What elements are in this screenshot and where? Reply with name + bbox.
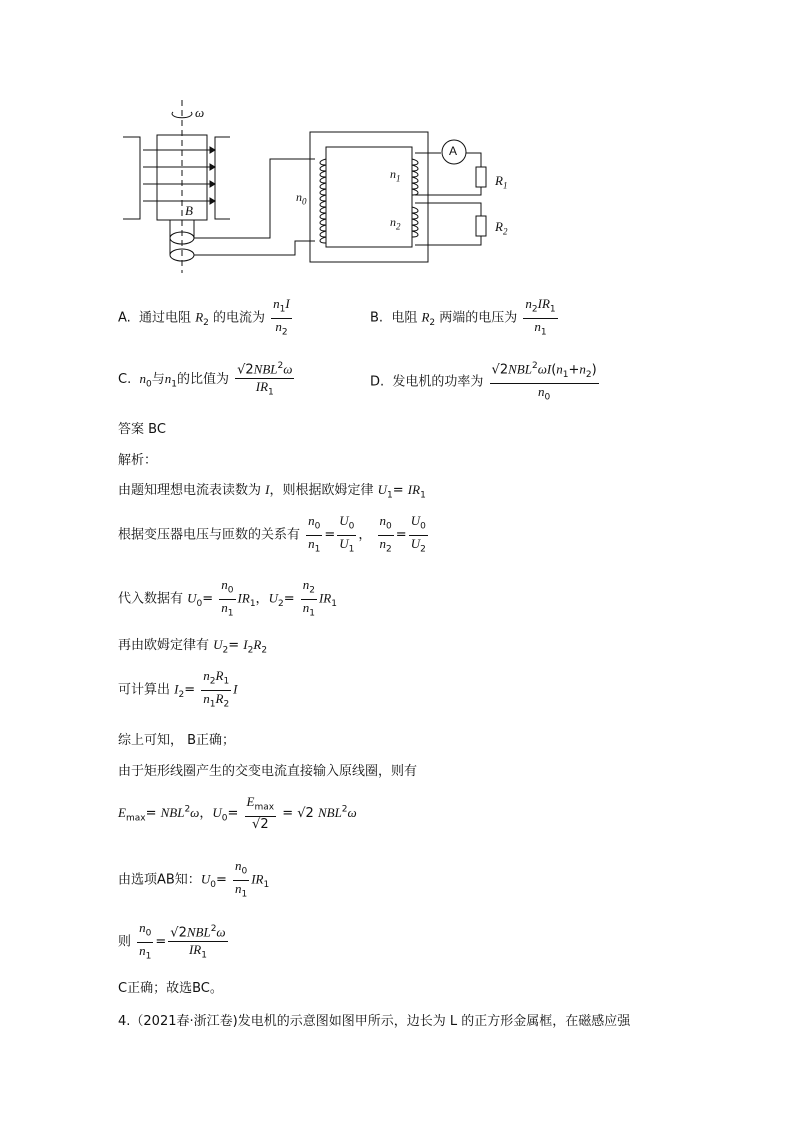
answer: 答案 BC [118, 422, 166, 437]
line-3: 代入数据有 $U_0=$ $\frac{n_0}{n_1}$ $IR_1$，$U_2=$ $\frac{n_2}{n_1}$ $IR_1$ [118, 577, 337, 619]
option-a: A. 通过电阻 $R_2$ 的电流为 $\frac{n_1I}{n_2}$ [118, 296, 290, 338]
ammeter-label: A [449, 144, 458, 158]
line-11: C正确；故选BC。 [118, 981, 223, 996]
line-1: 由题知理想电流表读数为 I，则根据欧姆定律 $U_1= IR_1$ [118, 482, 426, 501]
n1-label: $n_1$ [390, 167, 401, 184]
option-d: D. 发电机的功率为 $\frac{√2NBL^2\omega I(n_1+n_2)}{n_0}$ [370, 358, 601, 406]
b-field-label: B [185, 203, 193, 218]
line-2: 根据变压器电压与匝数的关系有 $\frac{n_0}{n_1}$ = $\frac{U_0}{U_1}$ ， $\frac{n_0}{n_2}$ = $\frac{U_0}{U_2}$ [118, 513, 426, 555]
line-4: 再由欧姆定律有 $U_2= I_2R_2$ [118, 637, 268, 656]
option-b: B. 电阻 $R_2$ 两端的电压为 $\frac{n_2IR_1}{n_1}$ [370, 296, 556, 338]
option-c: C. $n_0$与$n_1$的比值为 $\frac{√2NBL^2\omega}{IR_1}$ [118, 358, 296, 401]
circuit-figure [115, 95, 535, 275]
line-6: 综上可知， B正确； [118, 733, 236, 748]
line-10: 则 $\frac{n_0}{n_1}$ = $\frac{√2NBL^2\omega}{IR_1}$ [118, 920, 226, 962]
n2-label: $n_2$ [390, 215, 401, 232]
line-9: 由选项AB知：$U_0=$ $\frac{n_0}{n_1}$ $IR_1$ [118, 858, 270, 900]
line-12: 4.（2021春·浙江卷)发电机的示意图如图甲所示，边长为 L 的正方形金属框，在磁感应强 [118, 1014, 631, 1029]
analysis-label: 解析： [118, 453, 158, 468]
line-7: 由于矩形线圈产生的交变电流直接输入原线圈，则有 [118, 764, 418, 779]
line-8: $E_{max}= NBL^2\omega$，$U_0=$ $\frac{E_{max}}{√2}$ = √2 NBL$^2$ω [118, 794, 357, 832]
r2-label: $R_2$ [495, 219, 508, 237]
line-5: 可计算出 $I_2=$ $\frac{n_2R_1}{n_1R_2}$ I [118, 668, 238, 710]
omega-label: ω [195, 105, 205, 120]
r1-label: $R_1$ [495, 173, 508, 191]
n0-label: $n_0$ [296, 190, 307, 207]
